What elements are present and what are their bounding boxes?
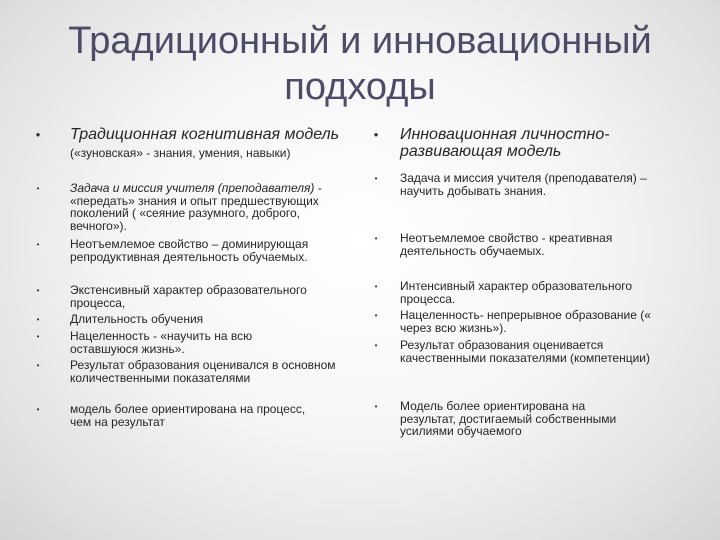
- list-item-text: Неотъемлемое свойство - креативная деятельность обучаемых.: [400, 231, 613, 258]
- list-item-text: модель более ориентирована на процесс, чем на результат: [70, 402, 306, 429]
- list-item-text: Задача и миссия учителя (преподавателя) – научить добывать знания.: [400, 171, 647, 198]
- list-item-text: Нацеленность - «научить на всю оставшуюся жизнь».: [70, 329, 253, 356]
- list-item-text: Модель более ориентирована на результат, достигаемый собственными усилиями обучаемого: [400, 399, 617, 439]
- title-line-2: подходы: [284, 66, 436, 108]
- left-heading-note: («зуновская» - знания, умения, навыки): [70, 146, 291, 160]
- bullet-icon: •: [374, 234, 378, 243]
- bullet-icon: •: [374, 341, 378, 350]
- bullet-icon: •: [36, 286, 40, 295]
- list-item-text: Результат образования оценивался в основном количественными показателями: [70, 358, 336, 385]
- bullet-icon: •: [374, 311, 378, 320]
- bullet-icon: •: [36, 405, 40, 414]
- list-item-text: Экстенсивный характер образовательного процесса,: [70, 283, 307, 310]
- bullet-icon: •: [36, 361, 40, 370]
- left-heading: [70, 126, 350, 162]
- bullet-icon: •: [374, 402, 378, 411]
- list-item-text: Длительность обучения: [70, 312, 204, 326]
- list-item-text: [70, 182, 345, 232]
- list-item-text: Результат образования оценивается качественными показателями (компетенции): [400, 338, 651, 365]
- right-heading: Инновационная личностно-развивающая модель: [400, 126, 610, 160]
- bullet-icon: •: [35, 127, 41, 142]
- bullet-icon: •: [374, 174, 378, 183]
- list-item-text: Интенсивный характер образовательного процесса.: [400, 279, 633, 306]
- slide-title: [0, 18, 720, 110]
- list-item-rest: - «передать» знания и опыт предшествующих поколений ( «сеяние разумного, доброго, вечного»).: [70, 181, 322, 233]
- bullet-icon: •: [36, 240, 40, 249]
- list-item-text: Нацеленность- непрерывное образование (« через всю жизнь»).: [400, 308, 651, 335]
- bullet-icon: •: [373, 127, 379, 142]
- list-item-text: Неотъемлемое свойство – доминирующая репродуктивная деятельность обучаемых.: [70, 237, 309, 264]
- bullet-icon: •: [36, 315, 40, 324]
- left-heading-text: Традиционная когнитивная модель: [70, 126, 340, 143]
- bullet-icon: •: [36, 184, 40, 193]
- title-line-1: Традиционный и инновационный: [68, 20, 652, 62]
- bullet-icon: •: [374, 282, 378, 291]
- bullet-icon: •: [36, 332, 40, 341]
- list-item-lead: Задача и миссия учителя (преподавателя): [70, 181, 315, 195]
